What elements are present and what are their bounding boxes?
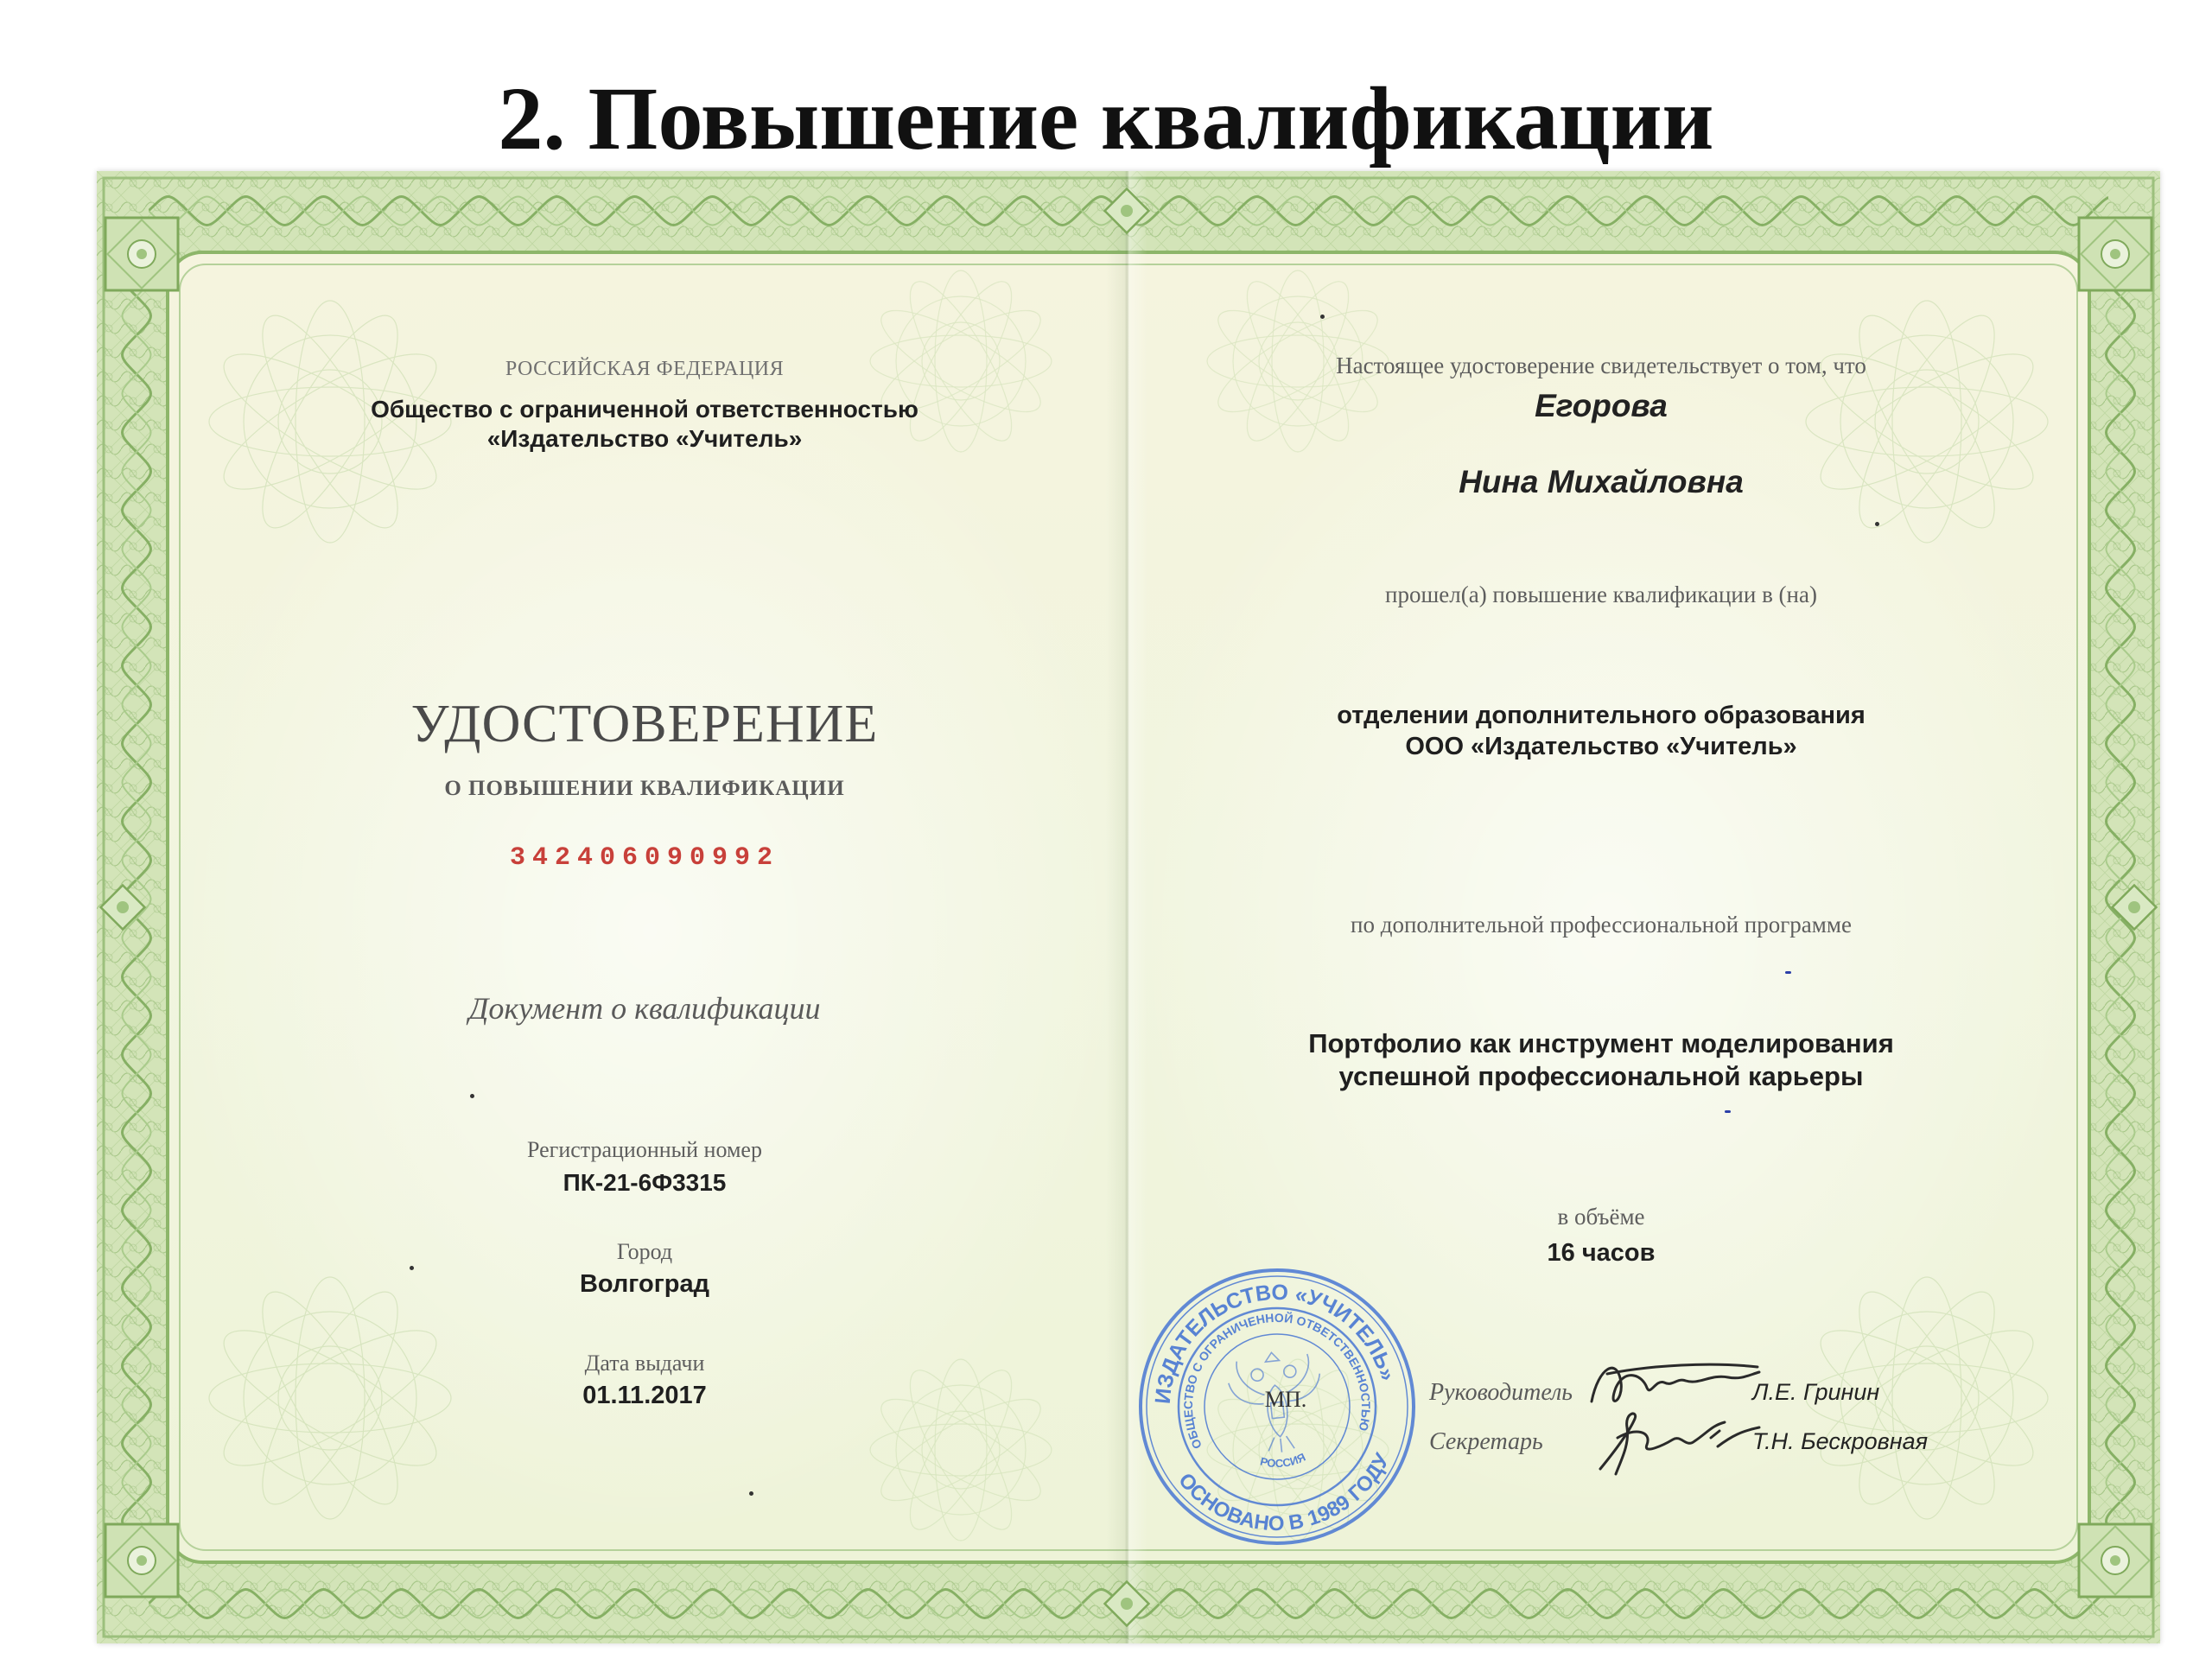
ink-dash: [1785, 971, 1791, 974]
certificate: [97, 171, 2160, 1643]
document-subtitle: О ПОВЫШЕНИИ КВАЛИФИКАЦИИ: [444, 777, 845, 800]
volume-value: 16 часов: [1547, 1239, 1656, 1267]
issue-date-label: Дата выдачи: [584, 1351, 705, 1376]
organization-line-2: «Издательство «Учитель»: [486, 425, 803, 452]
institution-line-2: ООО «Издательство «Учитель»: [1405, 733, 1797, 760]
left-page: [97, 171, 1127, 1643]
svg-text:РОССИЯ: [1257, 1450, 1307, 1472]
handwritten-signatures: [1581, 1348, 1771, 1486]
stamp-bottom-text: ОСНОВАНО В 1989 ГОДУ: [1173, 1449, 1395, 1536]
right-page: [1127, 171, 2160, 1643]
city-value: Волгоград: [579, 1270, 710, 1298]
completion-text: прошел(а) повышение квалификации в (на): [1385, 582, 1817, 607]
secretary-role: Секретарь: [1429, 1428, 1543, 1455]
document-title: УДОСТОВЕРЕНИЕ: [410, 695, 879, 753]
country-name: РОССИЙСКАЯ ФЕДЕРАЦИЯ: [505, 358, 785, 380]
director-signature: [1592, 1364, 1759, 1402]
page-title: 2. Повышение квалификации: [498, 69, 1714, 168]
document-type: Документ о квалификации: [468, 991, 821, 1026]
issue-date-value: 01.11.2017: [582, 1382, 707, 1409]
ink-dot: [470, 1094, 474, 1098]
ink-dot: [749, 1491, 753, 1496]
program-title-line-1: Портфолио как инструмент моделирования: [1308, 1028, 1894, 1058]
ink-dash: [1725, 1110, 1731, 1113]
registration-label: Регистрационный номер: [527, 1137, 762, 1162]
stamp-top-text: ИЗДАТЕЛЬСТВО «УЧИТЕЛЬ»: [1150, 1280, 1401, 1405]
holder-name: Нина Михайловна: [1459, 464, 1744, 499]
registration-number: ПК-21-6Ф3315: [563, 1169, 727, 1196]
ink-dot: [1320, 315, 1325, 319]
director-name: Л.Е. Гринин: [1752, 1379, 1880, 1405]
director-role: Руководитель: [1429, 1379, 1573, 1406]
stamp-place-label: МП.: [1264, 1387, 1307, 1412]
ink-dot: [410, 1266, 414, 1270]
organization-line-1: Общество с ограниченной ответственностью: [371, 396, 918, 423]
stamp-country-text: РОССИЯ: [1258, 1450, 1308, 1471]
secretary-signature: [1600, 1414, 1759, 1474]
program-label: по дополнительной профессиональной программе: [1351, 912, 1852, 938]
program-title-line-2: успешной профессиональной карьеры: [1338, 1061, 1864, 1091]
ink-dot: [1875, 522, 1879, 526]
volume-label: в объёме: [1557, 1204, 1645, 1230]
secretary-name: Т.Н. Бескровная: [1752, 1428, 1929, 1454]
stamp-inner-text: ОБЩЕСТВО С ОГРАНИЧЕННОЙ ОТВЕТСТВЕННОСТЬЮ: [1180, 1310, 1374, 1452]
institution-line-1: отделении дополнительного образования: [1337, 702, 1866, 729]
holder-surname: Егорова: [1535, 388, 1668, 423]
certification-intro: Настоящее удостоверение свидетельствует о том, что: [1336, 353, 1866, 378]
serial-number: 342406090992: [509, 843, 780, 873]
city-label: Город: [616, 1239, 673, 1264]
